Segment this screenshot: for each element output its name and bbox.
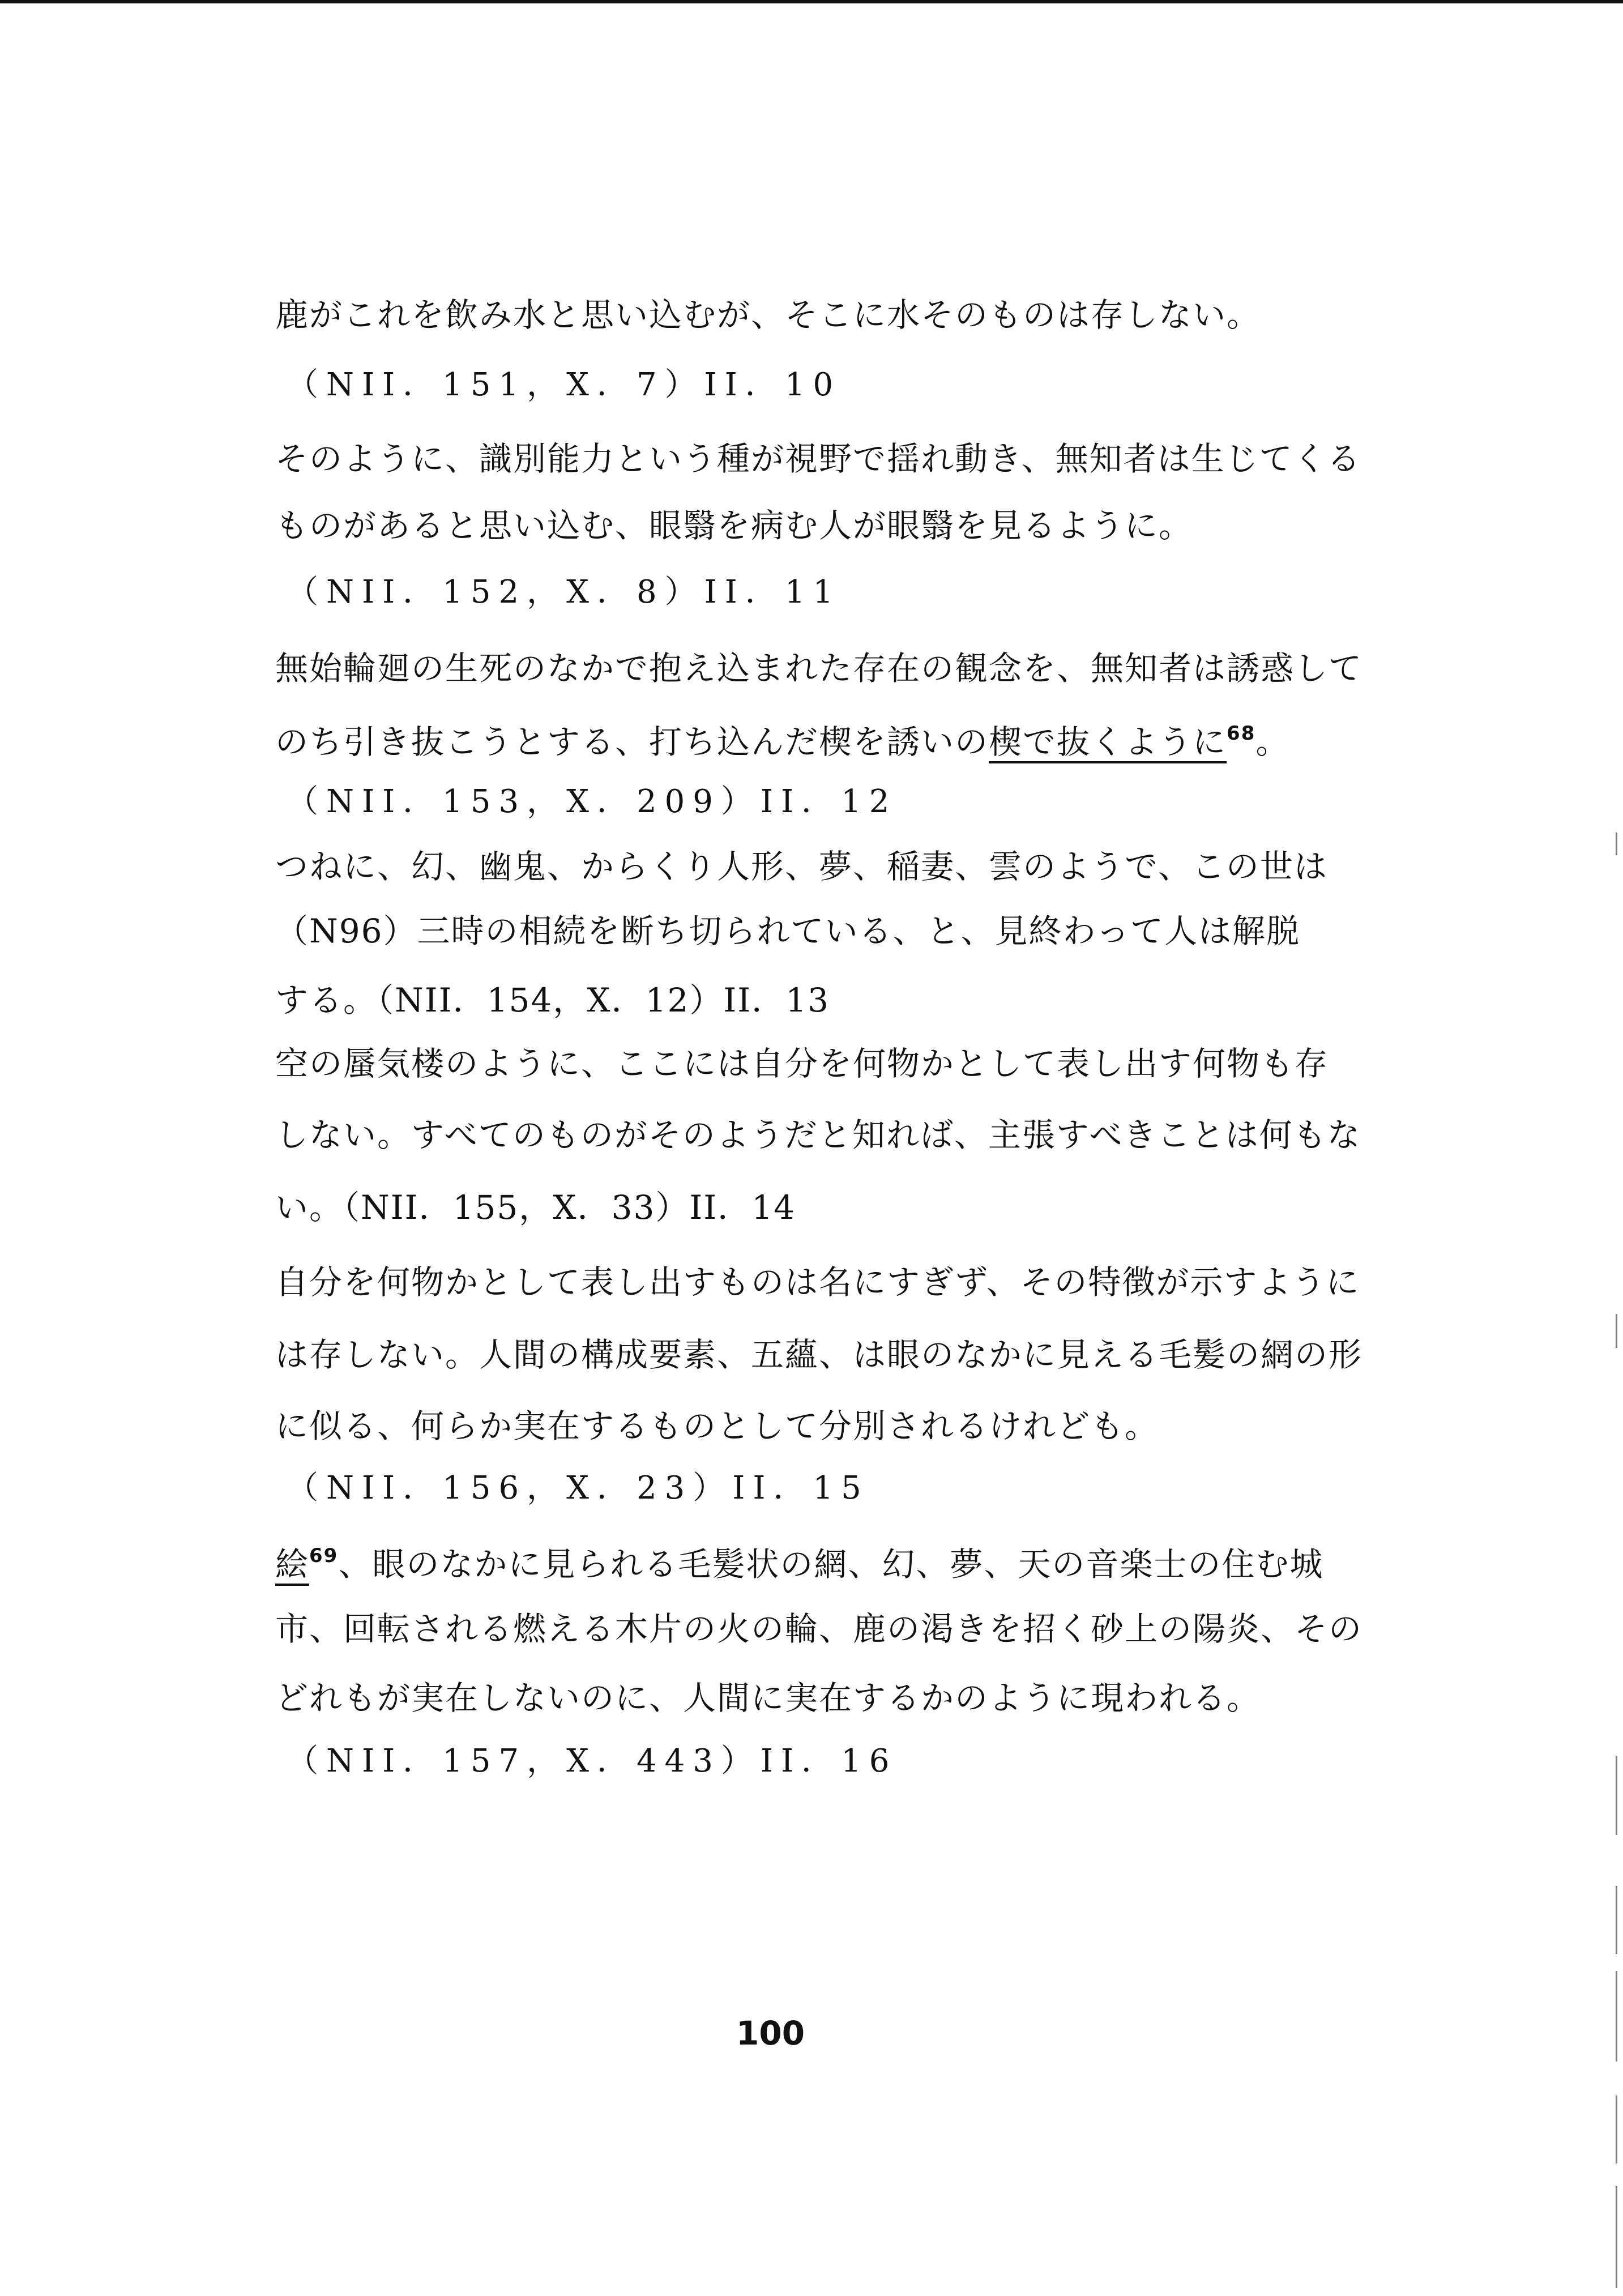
text-line: 自分を何物かとして表し出すものは名にすぎず、その特徴が示すように [275,1263,1360,1301]
text-line: い。（NII．155，X．33）II．14 [275,1188,796,1227]
scan-edge-mark [1616,1314,1617,1348]
scan-edge-mark [1616,1886,1617,1954]
text-line: 無始輪廻の生死のなかで抱え込まれた存在の観念を、無知者は誘惑して [275,649,1363,688]
line-text-end: 。 [1255,723,1290,761]
text-line: しない。すべてのものがそのようだと知れば、主張すべきことは何もな [275,1116,1361,1154]
line-text-end: 、眼のなかに見られる毛髪状の網、幻、夢、天の音楽士の住む城 [338,1545,1324,1584]
text-line: 空の蜃気楼のように、ここには自分を何物かとして表し出す何物も存 [275,1044,1329,1083]
underlined-phrase: 絵 [275,1545,310,1584]
text-line: 市、回転される燃える木片の火の輪、鹿の渇きを招く砂上の陽炎、その [275,1610,1363,1648]
scan-edge-mark [1616,1971,1617,2062]
citation-line: （NII．157，X．443）II．16 [287,1743,898,1779]
text-line: 鹿がこれを飲み水と思い込むが、そこに水そのものは存しない。 [275,296,1261,334]
text-line: （N96）三時の相続を断ち切られている、と、見終わって人は解脱 [275,912,1300,950]
scan-edge-mark [1616,833,1617,855]
footnote-ref[interactable]: 69 [309,1544,339,1567]
scan-edge-mark [1616,1756,1617,1835]
footnote-ref[interactable]: 68 [1227,722,1256,745]
text-line: そのように、識別能力という種が視野で揺れ動き、無知者は生じてくる [275,439,1361,478]
scan-edge-mark [1616,2096,1617,2163]
citation-line: （NII．156，X．23）II．15 [287,1470,869,1507]
citation-line: （NII．151，X．7）II．10 [287,366,842,403]
scan-edge-mark [1616,2186,1617,2288]
text-line: ものがあると思い込む、眼翳を病む人が眼翳を見るように。 [275,506,1193,545]
text-line: する。（NII．154，X．12）II．13 [275,981,830,1019]
text-line: は存しない。人間の構成要素、五蘊、は眼のなかに見える毛髪の網の形 [275,1335,1363,1374]
underlined-phrase: 楔で抜くように [989,723,1227,761]
citation-line: （NII．153，X．209）II．12 [287,783,898,820]
text-line [275,1542,1578,1587]
text-line: に似る、何らか実在するものとして分別されるけれども。 [275,1407,1159,1445]
text-line [275,719,1578,765]
page-number: 100 [736,2014,805,2052]
text-line: つねに、幻、幽鬼、からくり人形、夢、稲妻、雲のようで、この世は [275,847,1328,886]
text-line: どれもが実在しないのに、人間に実在するかのように現われる。 [275,1679,1261,1717]
line-text: のち引き抜こうとする、打ち込んだ楔を誘いの [275,723,989,761]
citation-line: （NII．152，X．8）II．11 [287,574,842,611]
